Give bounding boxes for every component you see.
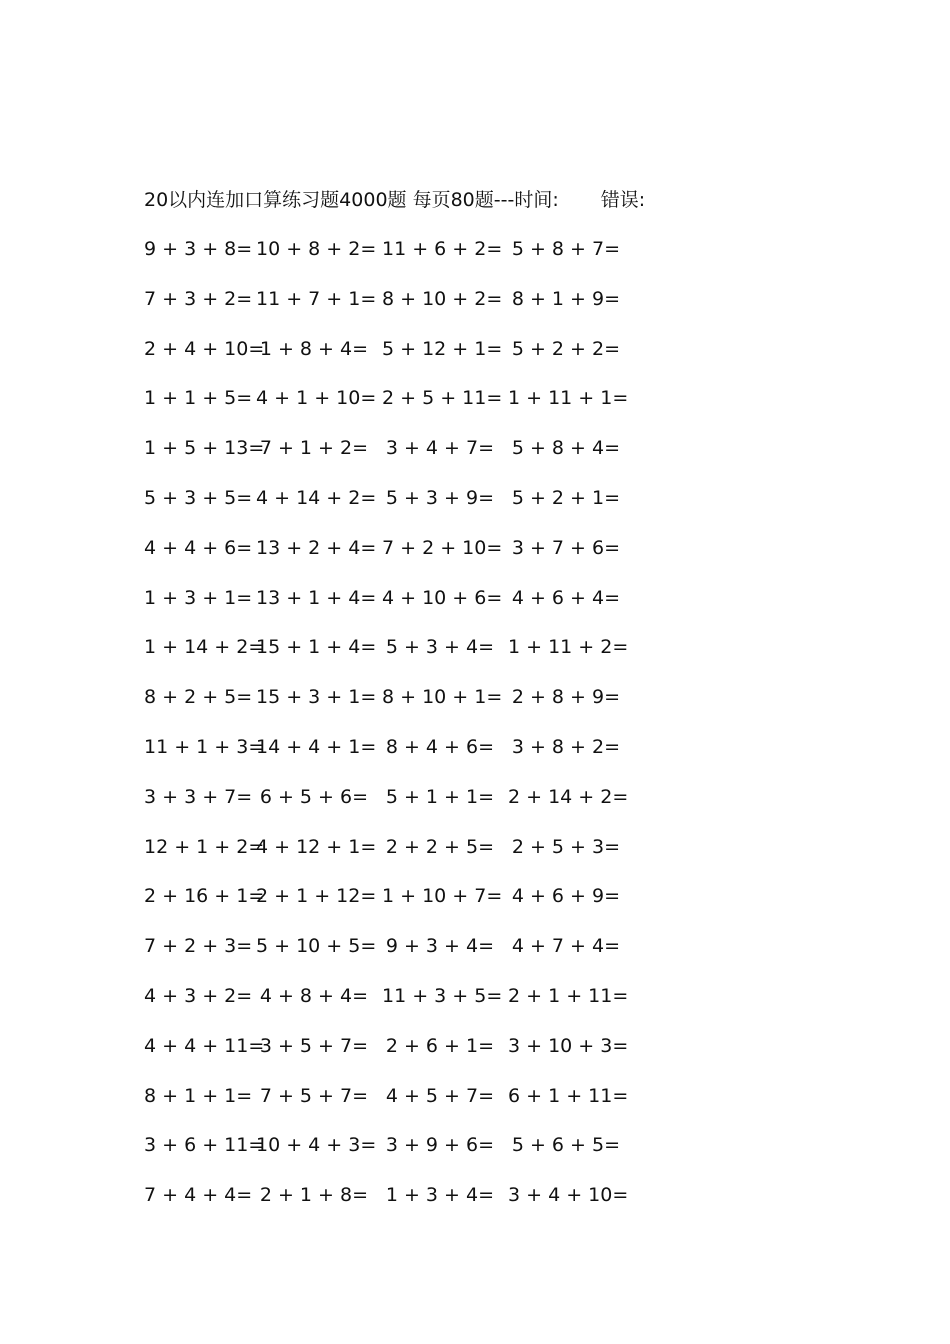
problem-item: 2 + 6 + 1= [385,1034,494,1057]
problem-item: 4 + 4 + 11= [144,1034,265,1057]
problem-item: 4 + 8 + 4= [259,984,368,1007]
problem-item: 5 + 3 + 9= [385,486,494,509]
problem-item: 2 + 1 + 11= [508,984,629,1007]
problem-item: 3 + 10 + 3= [508,1034,629,1057]
worksheet-header [144,186,645,214]
problem-item: 4 + 14 + 2= [256,486,377,509]
problem-item: 5 + 2 + 1= [511,486,620,509]
problem-item: 4 + 1 + 10= [256,387,377,410]
problem-row [144,784,644,834]
problem-item: 3 + 6 + 11= [144,1134,265,1157]
problem-item: 8 + 1 + 1= [144,1084,253,1107]
problem-item: 15 + 1 + 4= [256,636,377,659]
problem-item: 5 + 8 + 7= [511,238,620,260]
problem-item: 7 + 4 + 4= [144,1184,253,1207]
problem-item: 4 + 7 + 4= [511,935,620,958]
problem-item: 14 + 4 + 1= [256,735,377,758]
problem-row [144,485,644,535]
problem-row [144,1083,644,1133]
problem-item: 3 + 9 + 6= [385,1134,494,1157]
problem-item: 4 + 6 + 9= [511,885,620,908]
problem-item: 2 + 1 + 12= [256,885,377,908]
problem-item: 8 + 1 + 9= [511,287,620,310]
problem-item: 7 + 2 + 3= [144,935,253,958]
problem-item: 15 + 3 + 1= [256,686,377,709]
problem-item: 2 + 14 + 2= [508,785,629,808]
problem-row [144,1182,644,1232]
problem-item: 6 + 1 + 11= [508,1084,629,1107]
problem-item: 2 + 2 + 5= [385,835,494,858]
problem-item: 5 + 12 + 1= [382,337,503,360]
problem-item: 2 + 8 + 9= [511,686,620,709]
problem-item: 12 + 1 + 2= [144,835,265,858]
problem-item: 3 + 8 + 2= [511,735,620,758]
problem-row [144,535,644,585]
errors-label: 错误: [600,189,646,211]
problem-item: 10 + 4 + 3= [256,1134,377,1157]
problem-item: 7 + 3 + 2= [144,287,253,310]
problem-row [144,336,644,386]
problem-item: 1 + 5 + 13= [144,437,265,460]
problem-row [144,236,644,286]
problem-item: 5 + 3 + 5= [144,486,253,509]
problem-item: 1 + 1 + 5= [144,387,253,410]
problem-item: 4 + 10 + 6= [382,586,503,609]
problem-item: 3 + 4 + 10= [508,1184,629,1207]
problem-item: 5 + 1 + 1= [385,785,494,808]
problem-item: 1 + 10 + 7= [382,885,503,908]
problem-item: 4 + 3 + 2= [144,984,253,1007]
problem-item: 7 + 1 + 2= [259,437,368,460]
problem-item: 5 + 2 + 2= [511,337,620,360]
problem-row [144,883,644,933]
problem-item: 2 + 1 + 8= [259,1184,368,1207]
problem-item: 4 + 4 + 6= [144,536,253,559]
problem-item: 11 + 6 + 2= [382,238,503,260]
problem-item: 13 + 2 + 4= [256,536,377,559]
problem-grid [144,236,644,1232]
problem-item: 3 + 5 + 7= [259,1034,368,1057]
problem-item: 4 + 12 + 1= [256,835,377,858]
problem-row [144,1132,644,1182]
problem-item: 7 + 2 + 10= [382,536,503,559]
problem-item: 9 + 3 + 4= [385,935,494,958]
problem-item: 5 + 6 + 5= [511,1134,620,1157]
problem-item: 8 + 2 + 5= [144,686,253,709]
problem-item: 8 + 10 + 2= [382,287,503,310]
problem-row [144,684,644,734]
problem-item: 7 + 5 + 7= [259,1084,368,1107]
problem-item: 11 + 7 + 1= [256,287,377,310]
problem-row [144,983,644,1033]
worksheet-title: 20以内连加口算练习题4000题 每页80题---时间: [144,189,559,211]
problem-item: 6 + 5 + 6= [259,785,368,808]
problem-item: 1 + 3 + 1= [144,586,253,609]
problem-row [144,834,644,884]
problem-item: 2 + 5 + 3= [511,835,620,858]
problem-item: 1 + 14 + 2= [144,636,265,659]
problem-item: 4 + 5 + 7= [385,1084,494,1107]
problem-item: 4 + 6 + 4= [511,586,620,609]
problem-row [144,286,644,336]
problem-row [144,385,644,435]
problem-row [144,435,644,485]
problem-row [144,634,644,684]
problem-item: 3 + 4 + 7= [385,437,494,460]
problem-item: 11 + 3 + 5= [382,984,503,1007]
problem-item: 2 + 5 + 11= [382,387,503,410]
problem-item: 5 + 10 + 5= [256,935,377,958]
problem-row [144,1033,644,1083]
problem-item: 3 + 3 + 7= [144,785,253,808]
problem-item: 1 + 11 + 1= [508,387,629,410]
problem-item: 8 + 10 + 1= [382,686,503,709]
problem-item: 1 + 8 + 4= [259,337,368,360]
problem-item: 11 + 1 + 3= [144,735,265,758]
problem-item: 1 + 11 + 2= [508,636,629,659]
problem-item: 5 + 8 + 4= [511,437,620,460]
problem-item: 1 + 3 + 4= [385,1184,494,1207]
problem-item: 10 + 8 + 2= [256,238,377,260]
problem-item: 13 + 1 + 4= [256,586,377,609]
problem-item: 3 + 7 + 6= [511,536,620,559]
problem-row [144,734,644,784]
problem-item: 2 + 4 + 10= [144,337,265,360]
problem-item: 9 + 3 + 8= [144,238,253,260]
problem-item: 2 + 16 + 1= [144,885,265,908]
problem-row [144,933,644,983]
problem-item: 8 + 4 + 6= [385,735,494,758]
problem-row [144,585,644,635]
problem-item: 5 + 3 + 4= [385,636,494,659]
